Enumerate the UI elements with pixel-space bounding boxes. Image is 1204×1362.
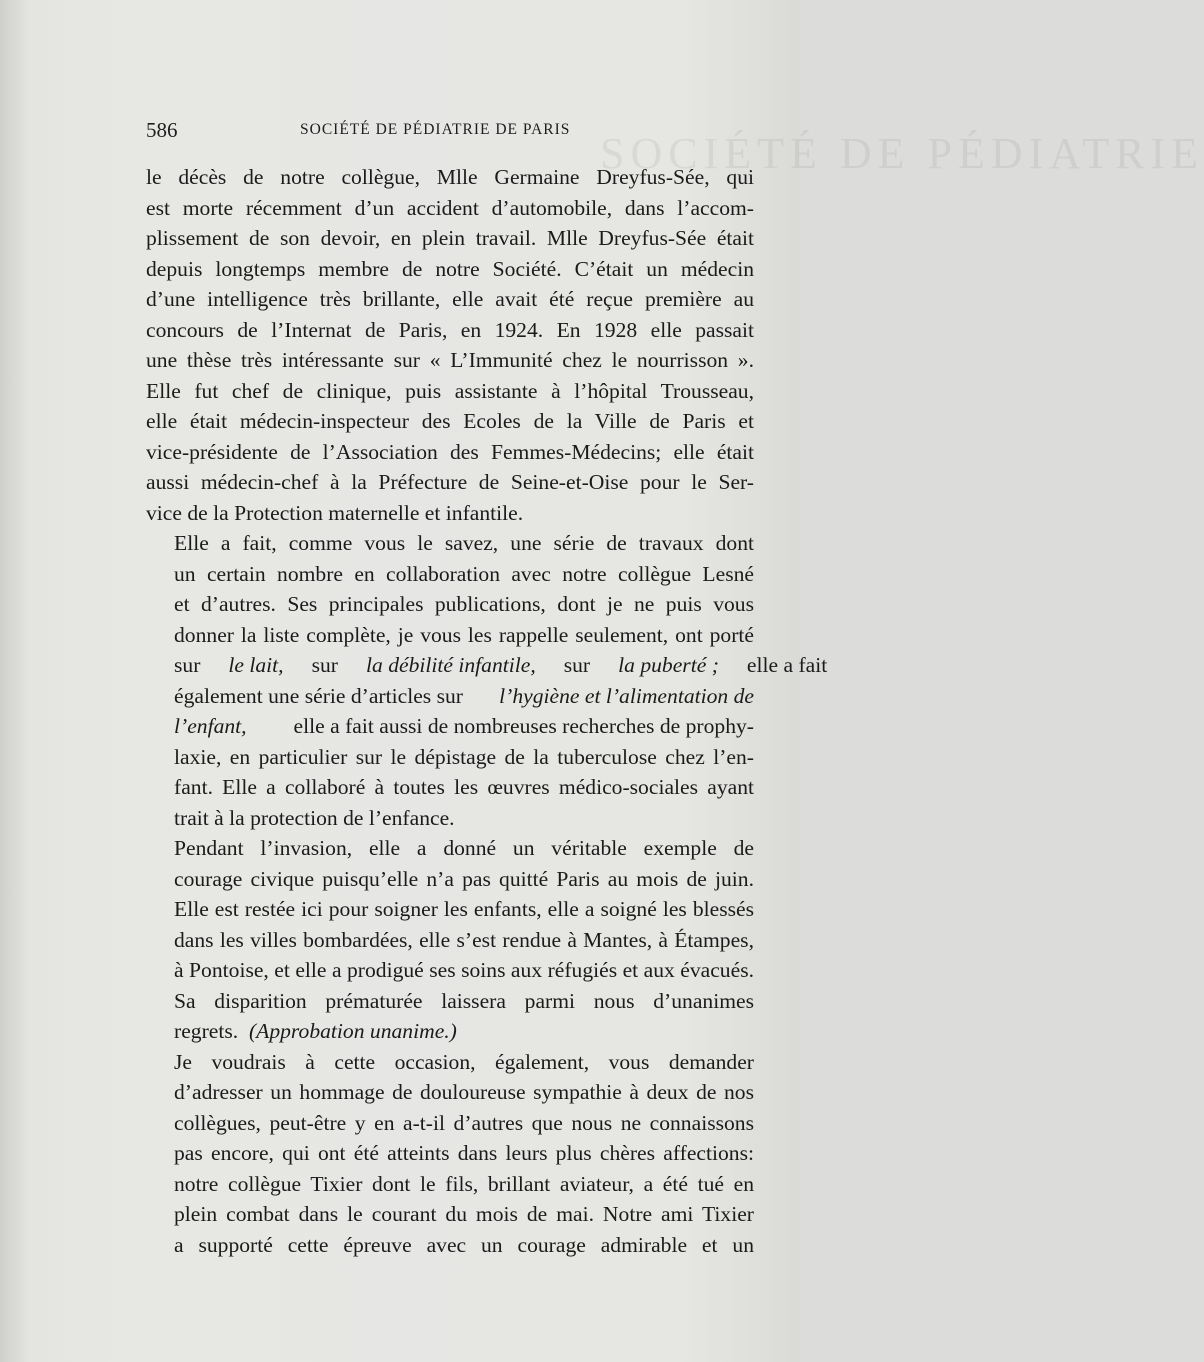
- paragraph-3: [146, 833, 754, 986]
- text-line: concours de l’Internat de Paris, en 1924. En 1928 elle passait: [146, 317, 754, 342]
- text-line: Pendant l’invasion, elle a donné un véritable exemple de: [174, 836, 754, 860]
- text-line: donner la liste complète, je vous les rappelle seulement, ont porté: [174, 622, 754, 647]
- paragraph-5: [146, 1047, 754, 1261]
- text-line: courage civique puisqu’elle n’a pas quitté Paris au mois de juin.: [174, 866, 754, 891]
- show-through-ghost-text: SOCIÉTÉ DE PÉDIATRIE: [600, 129, 1204, 178]
- text-segment: sur: [563, 653, 591, 677]
- text-line: trait à la protection de l’enfance.: [174, 805, 455, 830]
- text-line: notre collègue Tixier dont le fils, brillant aviateur, a été tué en: [174, 1171, 754, 1196]
- text-line: plissement de son devoir, en plein travail. Mlle Dreyfus-Sée était: [146, 226, 754, 250]
- paragraph-1: [146, 162, 754, 528]
- text-segment: elle a fait: [746, 653, 828, 677]
- text-line: Elle fut chef de clinique, puis assistante à l’hôpital Trousseau,: [146, 378, 754, 403]
- text-segment: regrets.: [174, 1019, 239, 1043]
- body-text: [146, 162, 828, 1260]
- text-line: collègues, peut-être y en a-t-il d’autres que nous ne connaissons: [174, 1110, 754, 1135]
- text-line: d’une intelligence très brillante, elle avait été reçue première au: [146, 287, 754, 311]
- text-line: d’adresser un hommage de douloureuse sympathie à deux de nos: [174, 1080, 754, 1104]
- running-head: [146, 118, 754, 140]
- text-line: elle était médecin-inspecteur des Ecoles de la Ville de Paris et: [146, 409, 754, 433]
- text-line: est morte récemment d’un accident d’automobile, dans l’accom-: [146, 195, 754, 220]
- text-line: fant. Elle a collaboré à toutes les œuvres médico-sociales ayant: [174, 775, 754, 799]
- publication-title: la puberté ;: [618, 653, 719, 677]
- text-line: plein combat dans le courant du mois de mai. Notre ami Tixier: [174, 1202, 754, 1226]
- text-line: laxie, en particulier sur le dépistage de la tuberculose chez l’en-: [174, 744, 754, 769]
- text-line: à Pontoise, et elle a prodigué ses soins aux réfugiés et aux évacués.: [174, 958, 754, 982]
- text-line-with-titles: [146, 681, 754, 712]
- text-line: une thèse très intéressante sur « L’Immunité chez le nourrisson ».: [146, 348, 754, 372]
- publication-title: l’enfant,: [174, 714, 247, 738]
- text-line: aussi médecin-chef à la Préfecture de Seine-et-Oise pour le Ser-: [146, 470, 754, 494]
- publication-title: la débilité infantile,: [366, 653, 536, 677]
- text-line: a supporté cette épreuve avec un courage admirable et un: [174, 1232, 754, 1257]
- text-line: dans les villes bombardées, elle s’est rendue à Mantes, à Étampes,: [174, 927, 754, 952]
- text-line: [146, 1016, 754, 1047]
- text-line: vice de la Protection maternelle et infantile.: [146, 500, 524, 525]
- text-line: depuis longtemps membre de notre Société. C’était un médecin: [146, 256, 754, 281]
- text-line: pas encore, qui ont été atteints dans leurs plus chères affections:: [174, 1141, 754, 1165]
- paragraph-2: [146, 528, 828, 833]
- text-line: Sa disparition prématurée laissera parmi nous d’unanimes: [174, 988, 754, 1013]
- text-segment: elle a fait aussi de nombreuses recherches de prophy-: [293, 714, 754, 738]
- text-line-with-titles: [146, 650, 828, 681]
- text-line-with-titles: [146, 711, 754, 742]
- text-line: vice-présidente de l’Association des Femmes-Médecins; elle était: [146, 439, 754, 464]
- text-line: et d’autres. Ses principales publications, dont je ne puis vous: [174, 592, 754, 616]
- approbation-note: (Approbation unanime.): [248, 1019, 457, 1043]
- text-line: Elle a fait, comme vous le savez, une série de travaux dont: [174, 531, 754, 555]
- text-segment: également une série d’articles sur: [174, 683, 463, 708]
- publication-title: l’hygiène et l’alimentation de: [499, 683, 754, 708]
- text-line: un certain nombre en collaboration avec notre collègue Lesné: [174, 561, 754, 586]
- paragraph-4: [146, 986, 754, 1047]
- publication-title: le lait,: [228, 653, 284, 677]
- text-segment: sur: [311, 653, 338, 677]
- text-line: Je voudrais à cette occasion, également, vous demander: [174, 1049, 754, 1074]
- text-line: le décès de notre collègue, Mlle Germaine Dreyfus-Sée, qui: [146, 165, 754, 189]
- text-line: Elle est restée ici pour soigner les enfants, elle a soigné les blessés: [174, 897, 754, 921]
- journal-title: SOCIÉTÉ DE PÉDIATRIE DE PARIS: [300, 121, 571, 138]
- page-number: 586: [146, 118, 178, 142]
- text-segment: sur: [174, 653, 201, 677]
